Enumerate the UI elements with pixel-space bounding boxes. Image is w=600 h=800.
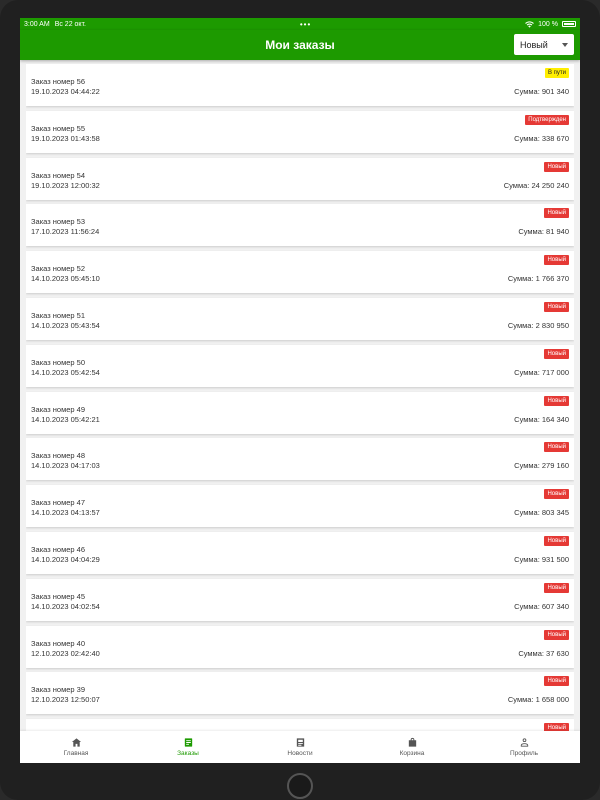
nav-item-label: Корзина xyxy=(399,750,425,757)
order-sum: Сумма: 37 630 xyxy=(518,648,569,658)
order-date: 12.10.2023 12:50:07 xyxy=(31,695,100,705)
order-info xyxy=(31,438,100,480)
nav-item-label: Новости xyxy=(287,750,313,757)
status-badge: Новый xyxy=(544,255,569,265)
status-badge: Новый xyxy=(544,302,569,312)
order-card[interactable] xyxy=(26,485,574,527)
status-filter-select[interactable] xyxy=(514,34,574,55)
order-sum: Сумма: 279 160 xyxy=(514,461,569,471)
order-date: 19.10.2023 12:00:32 xyxy=(31,180,100,190)
order-list[interactable] xyxy=(26,64,574,731)
order-number: Заказ номер 47 xyxy=(31,498,85,508)
order-card[interactable] xyxy=(26,298,574,340)
status-badge: Подтвержден xyxy=(525,115,569,125)
orders-icon xyxy=(183,737,194,748)
order-number: Заказ номер 49 xyxy=(31,404,85,414)
status-bar xyxy=(20,18,580,30)
order-sum: Сумма: 803 345 xyxy=(514,508,569,518)
nav-item-label: Главная xyxy=(63,750,89,757)
order-card[interactable] xyxy=(26,719,574,731)
status-badge: В пути xyxy=(545,68,569,78)
order-card[interactable] xyxy=(26,345,574,387)
nav-item-profile[interactable] xyxy=(468,737,580,757)
order-meta xyxy=(514,111,569,153)
order-info xyxy=(31,672,100,714)
order-info xyxy=(31,345,100,387)
order-info xyxy=(31,64,100,106)
order-info xyxy=(31,204,99,246)
order-card[interactable] xyxy=(26,579,574,621)
order-sum: Сумма: 1 658 000 xyxy=(507,695,569,705)
status-badge: Новый xyxy=(544,162,569,172)
news-icon xyxy=(295,737,306,748)
order-date: 19.10.2023 01:43:58 xyxy=(31,133,100,143)
cart-icon xyxy=(407,737,418,748)
order-number: Заказ номер 46 xyxy=(31,544,85,554)
order-date: 14.10.2023 04:02:54 xyxy=(31,601,100,611)
status-badge: Новый xyxy=(544,583,569,593)
order-meta xyxy=(514,485,569,527)
status-badge: Новый xyxy=(544,676,569,686)
order-info xyxy=(31,579,100,621)
order-meta xyxy=(518,204,569,246)
status-badge: Новый xyxy=(544,396,569,406)
order-sum: Сумма: 164 340 xyxy=(514,414,569,424)
bottom-navigation xyxy=(20,731,580,763)
order-number: Заказ номер 52 xyxy=(31,264,85,274)
order-sum: Сумма: 2 830 950 xyxy=(507,320,569,330)
nav-item-label: Заказы xyxy=(177,750,199,757)
order-number: Заказ номер 40 xyxy=(31,638,85,648)
order-date: 14.10.2023 05:42:54 xyxy=(31,367,100,377)
filter-selected-value: Новый xyxy=(520,39,548,50)
order-sum: Сумма: 338 670 xyxy=(514,133,569,143)
order-sum: Сумма: 1 766 370 xyxy=(507,274,569,284)
order-card[interactable] xyxy=(26,438,574,480)
status-badge: Новый xyxy=(544,208,569,218)
order-card[interactable] xyxy=(26,111,574,153)
order-card[interactable] xyxy=(26,532,574,574)
status-badge: Новый xyxy=(544,630,569,640)
order-number: Заказ номер 39 xyxy=(31,685,85,695)
order-date: 14.10.2023 05:43:54 xyxy=(31,320,100,330)
status-date: Вс 22 окт. xyxy=(54,20,86,28)
battery-percent: 100 % xyxy=(538,20,558,28)
order-meta xyxy=(544,719,569,731)
order-date: 14.10.2023 05:42:21 xyxy=(31,414,100,424)
order-date: 14.10.2023 04:13:57 xyxy=(31,508,100,518)
nav-item-label: Профиль xyxy=(509,750,539,757)
order-number: Заказ номер 48 xyxy=(31,451,85,461)
order-info xyxy=(31,626,100,668)
multitask-dots[interactable]: ••• xyxy=(299,19,312,29)
order-date: 17.10.2023 11:56:24 xyxy=(31,227,100,237)
order-info xyxy=(31,251,100,293)
order-number: Заказ номер 45 xyxy=(31,591,85,601)
order-meta xyxy=(508,298,569,340)
order-card[interactable] xyxy=(26,672,574,714)
nav-item-news[interactable] xyxy=(244,737,356,757)
order-info xyxy=(31,158,100,200)
order-sum: Сумма: 81 940 xyxy=(518,227,569,237)
order-info xyxy=(31,298,100,340)
page-title: Мои заказы xyxy=(265,38,335,52)
order-number: Заказ номер 55 xyxy=(31,123,85,133)
order-meta xyxy=(514,345,569,387)
app-screen xyxy=(20,18,580,763)
home-button[interactable] xyxy=(287,773,313,799)
order-sum: Сумма: 901 340 xyxy=(514,87,569,96)
order-date: 14.10.2023 04:04:29 xyxy=(31,554,100,564)
order-number: Заказ номер 54 xyxy=(31,170,85,180)
order-number: Заказ номер 53 xyxy=(31,217,85,227)
status-badge: Новый xyxy=(544,442,569,452)
order-sum: Сумма: 24 250 240 xyxy=(503,180,569,190)
wifi-icon xyxy=(525,21,534,28)
order-meta xyxy=(514,579,569,621)
app-header xyxy=(20,30,580,60)
profile-icon xyxy=(519,737,530,748)
status-time: 3:00 AM xyxy=(24,20,50,28)
status-badge: Новый xyxy=(544,536,569,546)
order-meta xyxy=(514,438,569,480)
order-number: Заказ номер 56 xyxy=(31,77,85,86)
chevron-down-icon xyxy=(562,43,568,47)
order-sum: Сумма: 607 340 xyxy=(514,601,569,611)
nav-item-cart[interactable] xyxy=(356,737,468,757)
order-meta xyxy=(508,251,569,293)
order-card[interactable] xyxy=(26,392,574,434)
order-meta xyxy=(514,64,569,106)
order-number: Заказ номер 51 xyxy=(31,310,85,320)
order-meta xyxy=(514,392,569,434)
order-card[interactable] xyxy=(26,64,574,106)
battery-icon xyxy=(562,21,576,27)
order-card[interactable] xyxy=(26,626,574,668)
order-info xyxy=(31,392,100,434)
order-date: 14.10.2023 05:45:10 xyxy=(31,274,100,284)
nav-item-home[interactable] xyxy=(20,737,132,757)
order-meta xyxy=(508,672,569,714)
order-meta xyxy=(514,532,569,574)
nav-item-orders[interactable] xyxy=(132,737,244,757)
order-card[interactable] xyxy=(26,204,574,246)
order-date: 19.10.2023 04:44:22 xyxy=(31,87,100,96)
order-meta xyxy=(518,626,569,668)
status-badge: Новый xyxy=(544,723,569,731)
order-number: Заказ номер 50 xyxy=(31,357,85,367)
order-info xyxy=(31,111,100,153)
order-info xyxy=(31,532,100,574)
order-info xyxy=(31,485,100,527)
status-badge: Новый xyxy=(544,349,569,359)
order-meta xyxy=(504,158,569,200)
order-sum: Сумма: 931 500 xyxy=(514,554,569,564)
status-badge: Новый xyxy=(544,489,569,499)
order-date: 14.10.2023 04:17:03 xyxy=(31,461,100,471)
order-card[interactable] xyxy=(26,158,574,200)
order-sum: Сумма: 717 000 xyxy=(514,367,569,377)
order-date: 12.10.2023 02:42:40 xyxy=(31,648,100,658)
order-card[interactable] xyxy=(26,251,574,293)
home-icon xyxy=(71,737,82,748)
